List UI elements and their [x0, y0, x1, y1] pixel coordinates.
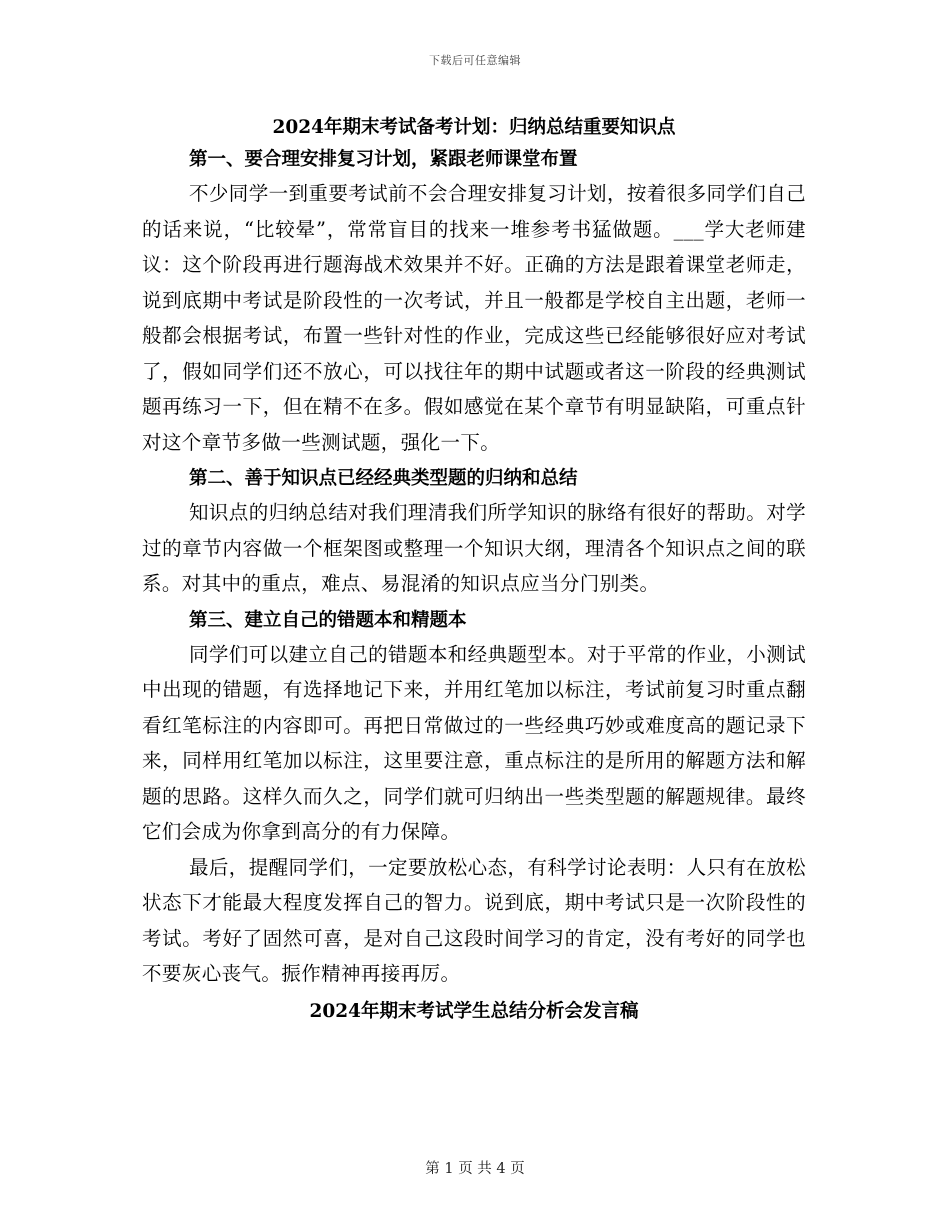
section-heading-1: 第一、要合理安排复习计划，紧跟老师课堂布置: [189, 149, 578, 170]
section-heading-3: 第三、建立自己的错题本和精题本: [189, 609, 467, 631]
section-body-3: 同学们可以建立自己的错题本和经典题型本。对于平常的作业，小测试中出现的错题，有选择地记下来，并用红笔加以标注，考试前复习时重点翻看红笔标注的内容即可。再把日常做过的一些经典巧妙或难度高的题记录下来，同样用红笔加以标注，这里要注意，重点标注的是所用的解题方法和解题的思路。这样久而久之，同学们就可归纳出一些类型题的解题规律。最终它们会成为你拿到高分的有力保障。: [142, 642, 806, 843]
document-body: [142, 112, 806, 1028]
section-body-2: 知识点的归纳总结对我们理清我们所学知识的脉络有很好的帮助。对学过的章节内容做一个框架图或整理一个知识大纲，理清各个知识点之间的联系。对其中的重点，难点、易混淆的知识点应当分门别类。: [142, 501, 806, 595]
document-title: 2024年期末考试备考计划：归纳总结重要知识点: [272, 117, 676, 138]
closing-paragraph: 最后，提醒同学们，一定要放松心态，有科学讨论表明：人只有在放松状态下才能最大程度发挥自己的智力。说到底，期中考试只是一次阶段性的考试。考好了固然可喜，是对自己这段时间学习的肯定，没有考好的同学也不要灰心丧气。振作精神再接再厉。: [142, 855, 806, 985]
section-body-1: 不少同学一到重要考试前不会合理安排复习计划，按着很多同学们自己的话来说，“比较晕”，常常盲目的找来一堆参考书猛做题。___学大老师建议：这个阶段再进行题海战术效果并不好。正确的方法是跟着课堂老师走，说到底期中考试是阶段性的一次考试，并且一般都是学校自主出题，老师一般都会根据考试，布置一些针对性的作业，完成这些已经能够很好应对考试了，假如同学们还不放心，可以找往年的期中试题或者这一阶段的经典测试题再练习一下，但在精不在多。假如感觉在某个章节有明显缺陷，可重点针对这个章节多做一些测试题，强化一下。: [142, 182, 806, 454]
page-header-note: 下载后可任意编辑: [429, 54, 521, 67]
page-number: 第 1 页 共 4 页: [425, 1161, 525, 1177]
next-document-title: 2024年期末考试学生总结分析会发言稿: [309, 1000, 639, 1022]
section-heading-2: 第二、善于知识点已经经典类型题的归纳和总结: [189, 468, 578, 489]
